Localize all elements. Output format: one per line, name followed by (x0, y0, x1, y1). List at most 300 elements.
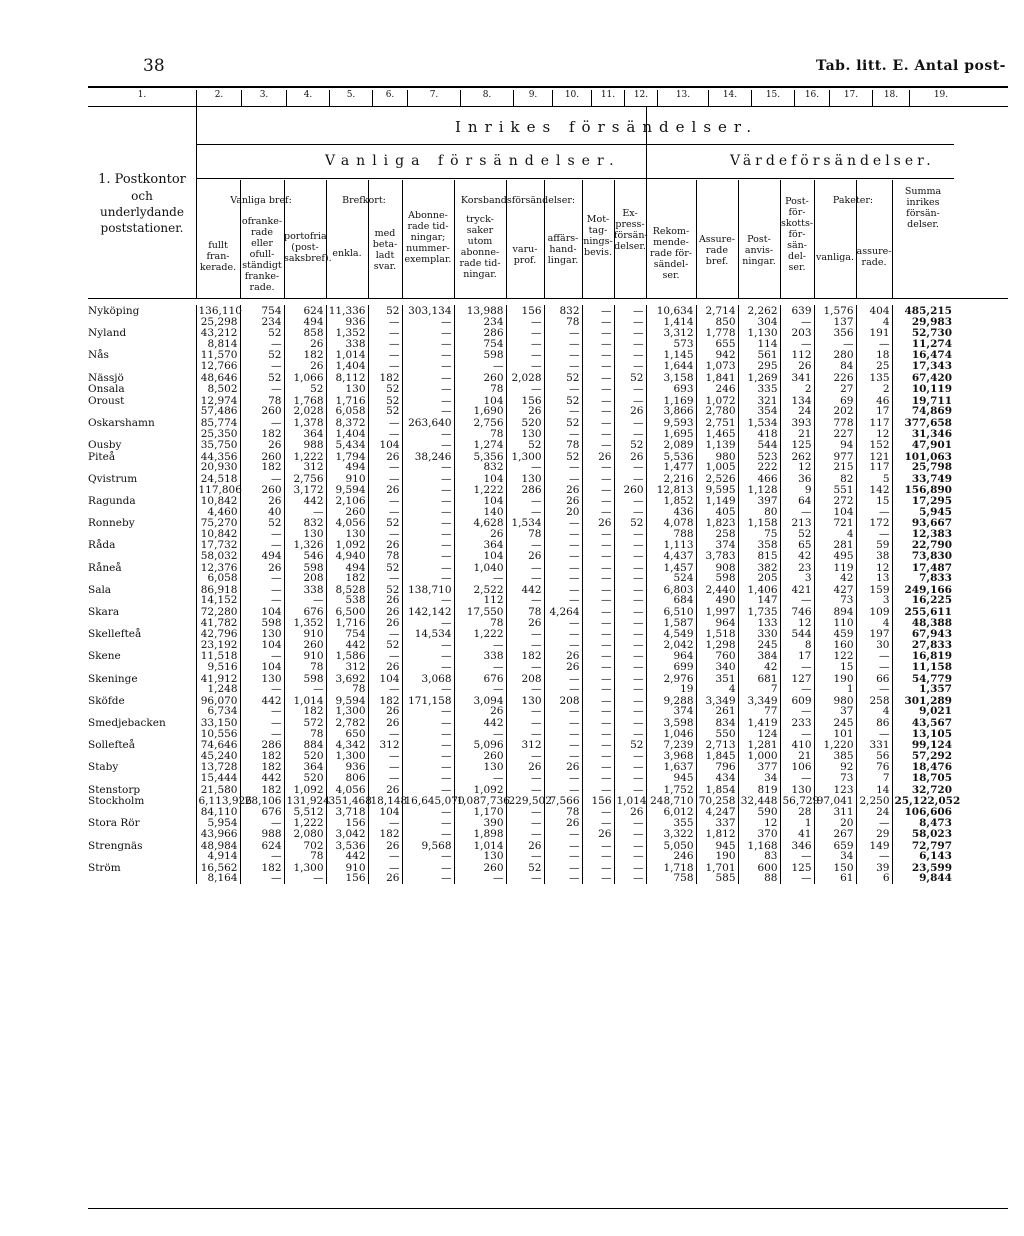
table-cell: 272 (814, 495, 856, 507)
table-cell: — (506, 595, 544, 606)
table-cell: — (454, 773, 506, 784)
table-cell: 434 (696, 773, 738, 784)
table-cell: — (614, 751, 646, 762)
row-name (88, 706, 196, 717)
table-cell: 980 (696, 451, 738, 463)
table-cell: 26 (780, 361, 814, 372)
column-number: 7. (408, 90, 461, 106)
column-number: 1. (88, 90, 197, 106)
table-cell: 182 (284, 349, 326, 361)
table-cell: 260 (454, 862, 506, 874)
row-name: Stenstorp (88, 784, 196, 796)
table-cell: 1,300 (284, 862, 326, 874)
table-cell: — (544, 784, 582, 796)
table-cell: 778 (814, 417, 856, 429)
table-cell: — (582, 372, 614, 384)
table-cell: — (544, 529, 582, 540)
table-cell: — (614, 349, 646, 361)
table-cell: — (402, 751, 454, 762)
table-cell: 2,216 (646, 473, 696, 485)
table-cell: 14,534 (402, 628, 454, 640)
table-cell: 832 (454, 462, 506, 473)
table-cell: 988 (284, 439, 326, 451)
row-name (88, 773, 196, 784)
table-cell: 524 (646, 573, 696, 584)
table-cell: 23,599 (911, 861, 952, 874)
table-cell: 52 (368, 383, 402, 395)
header-enkla: enkla. (332, 248, 362, 259)
table-cell: 7 (738, 684, 780, 695)
table-cell: 52 (614, 517, 646, 529)
table-cell: 598 (696, 573, 738, 584)
table-cell: 600 (738, 862, 780, 874)
table-cell: 1,046 (646, 729, 696, 740)
table-cell: 29 (856, 829, 892, 840)
header-rule (88, 298, 1008, 299)
table-cell: — (582, 349, 614, 361)
table-cell: 2,976 (646, 673, 696, 685)
table-cell: 182 (240, 429, 284, 440)
table-cell: 819 (738, 784, 780, 796)
table-cell: — (368, 684, 402, 695)
table-cell: — (582, 840, 614, 852)
table-cell: 20,930 (196, 462, 240, 473)
table-cell: 1,168 (738, 840, 780, 852)
table-cell: 7 (856, 773, 892, 784)
table-cell: 3,536 (326, 840, 368, 852)
table-cell: 97,041 (814, 795, 856, 807)
table-cell: 364 (284, 429, 326, 440)
table-cell: 130 (326, 529, 368, 540)
table-cell: 1,644 (646, 361, 696, 372)
table-cell: 37 (814, 706, 856, 717)
table-cell: 1,000 (738, 751, 780, 762)
table-cell: — (402, 684, 454, 695)
table-cell: 1,716 (326, 395, 368, 407)
table-cell: — (856, 529, 892, 540)
table-cell: — (506, 361, 544, 372)
table-cell: 122 (814, 650, 856, 662)
table-cell: — (780, 851, 814, 862)
table-cell: 112 (780, 349, 814, 361)
table-cell: — (506, 539, 544, 551)
table-cell: — (240, 417, 284, 429)
table-cell: — (614, 383, 646, 395)
table-cell: — (614, 684, 646, 695)
table-cell: — (614, 784, 646, 796)
table-cell: 117,806 (196, 485, 240, 496)
column-divider (284, 180, 285, 298)
table-cell: 117 (856, 462, 892, 473)
table-cell: 338 (454, 650, 506, 662)
table-cell: 26 (240, 495, 284, 507)
table-cell: 494 (240, 551, 284, 562)
header-rekommenderade: Rekom- mende- rade för- sändel- ser. (650, 226, 692, 281)
row-name: Råda (88, 539, 196, 551)
table-cell: — (544, 773, 582, 784)
table-cell: — (368, 862, 402, 874)
table-cell: — (582, 817, 614, 829)
table-cell: 208 (544, 695, 582, 707)
table-cell: — (544, 562, 582, 574)
table-cell: 19,711 (911, 394, 952, 407)
table-cell: 754 (454, 339, 506, 350)
table-cell: 910 (326, 862, 368, 874)
table-cell: 377,658 (904, 416, 952, 429)
table-cell: — (614, 395, 646, 407)
table-cell: 263,640 (402, 417, 454, 429)
table-cell: — (582, 717, 614, 729)
table-cell: 32,448 (738, 795, 780, 807)
table-cell: 351 (696, 673, 738, 685)
table-cell: 1,841 (696, 372, 738, 384)
table-row (88, 807, 954, 818)
table-cell: 1,092 (284, 784, 326, 796)
table-cell: 52 (544, 451, 582, 463)
table-cell: — (544, 349, 582, 361)
table-cell: 227 (814, 429, 856, 440)
table-cell: 2,080 (284, 829, 326, 840)
table-cell: 9,288 (646, 695, 696, 707)
table-cell: — (614, 640, 646, 651)
table-cell: — (402, 372, 454, 384)
table-cell: 2 (780, 383, 814, 395)
table-cell: — (582, 862, 614, 874)
table-cell: 8,502 (196, 383, 240, 395)
table-cell: 52 (506, 862, 544, 874)
table-cell: 404 (856, 305, 892, 317)
table-cell: — (368, 751, 402, 762)
section-varde: Värdeförsändelser. (730, 153, 935, 169)
table-cell: 936 (326, 317, 368, 328)
table-cell: — (544, 673, 582, 685)
table-cell: 442 (454, 717, 506, 729)
table-cell: — (582, 429, 614, 440)
table-cell: 1,005 (696, 462, 738, 473)
table-cell: 796 (696, 761, 738, 773)
table-cell: 1,139 (696, 439, 738, 451)
table-cell: 135 (856, 372, 892, 384)
table-cell: 2,028 (506, 372, 544, 384)
table-cell: — (614, 573, 646, 584)
table-cell: 1,378 (284, 417, 326, 429)
table-cell: — (368, 462, 402, 473)
table-cell: 13,728 (196, 761, 240, 773)
table-cell: 1,066 (284, 372, 326, 384)
table-cell: 4 (696, 684, 738, 695)
table-cell: 494 (326, 462, 368, 473)
table-row (88, 462, 954, 473)
table-cell: 5,050 (646, 840, 696, 852)
table-cell: — (506, 349, 544, 361)
table-cell: — (544, 862, 582, 874)
table-cell: 418 (738, 429, 780, 440)
header-vanliga-bref: Vanliga bref: (230, 195, 292, 206)
table-cell: — (402, 739, 454, 751)
table-cell: 26 (506, 761, 544, 773)
table-cell: 340 (696, 662, 738, 673)
table-cell: 104 (240, 640, 284, 651)
column-number: 9. (514, 90, 553, 106)
table-cell: 1,300 (326, 751, 368, 762)
table-cell: 1 (780, 817, 814, 829)
table-cell: 9,021 (919, 705, 952, 718)
column-number: 13. (658, 90, 709, 106)
table-cell: — (240, 717, 284, 729)
table-cell: 6,143 (919, 850, 952, 863)
table-cell: 72,797 (911, 839, 952, 852)
table-cell: 1,298 (696, 640, 738, 651)
column-number: 19. (933, 90, 949, 100)
table-cell: 260 (240, 451, 284, 463)
table-cell: 131,924 (284, 795, 326, 807)
column-divider (738, 180, 739, 298)
table-cell: — (506, 507, 544, 518)
table-cell: 114 (738, 339, 780, 350)
table-cell: 104 (368, 439, 402, 451)
table-cell: 52 (614, 372, 646, 384)
table-cell: — (614, 507, 646, 518)
column-number: 6. (373, 90, 408, 106)
table-cell: 52 (544, 417, 582, 429)
table-cell: 142 (856, 485, 892, 496)
table-row (88, 383, 954, 395)
table-cell: 26 (368, 606, 402, 618)
table-row (88, 751, 954, 762)
table-cell: 335 (738, 383, 780, 395)
table-cell: — (780, 873, 814, 884)
table-cell: 385 (814, 751, 856, 762)
row-name (88, 507, 196, 518)
table-cell: — (614, 829, 646, 840)
table-cell: 26 (506, 551, 544, 562)
table-cell: 48,388 (911, 616, 952, 629)
table-cell: 8 (780, 640, 814, 651)
table-cell: 96,070 (196, 695, 240, 707)
row-name: Nässjö (88, 372, 196, 384)
table-cell: 1,534 (506, 517, 544, 529)
table-cell: 26 (454, 706, 506, 717)
table-cell: — (544, 327, 582, 339)
table-cell: 485,215 (904, 305, 952, 317)
table-cell: — (582, 729, 614, 740)
table-cell: 1,158 (738, 517, 780, 529)
table-cell: 466 (738, 473, 780, 485)
table-cell: — (544, 462, 582, 473)
data-table (88, 305, 961, 885)
table-cell: — (582, 361, 614, 372)
table-cell: — (402, 327, 454, 339)
table-cell: — (614, 840, 646, 852)
table-cell: 112 (454, 595, 506, 606)
table-cell: 910 (284, 628, 326, 640)
table-cell: — (614, 473, 646, 485)
table-cell: 140 (454, 507, 506, 518)
table-cell: — (506, 662, 544, 673)
header-korsband: Korsbandsförsändelser: (460, 195, 576, 206)
table-cell: 538 (326, 595, 368, 606)
table-cell: 26 (368, 618, 402, 629)
table-cell: — (240, 473, 284, 485)
table-cell: 85,774 (196, 417, 240, 429)
table-cell: — (780, 773, 814, 784)
table-cell: 130 (780, 784, 814, 796)
column-number: 11. (592, 90, 625, 106)
table-cell: 133 (738, 618, 780, 629)
table-cell: 6,012 (646, 807, 696, 818)
table-cell: 123 (814, 784, 856, 796)
table-cell: 11,518 (196, 650, 240, 662)
row-name (88, 485, 196, 496)
table-cell: 834 (696, 717, 738, 729)
table-cell: 2,756 (284, 473, 326, 485)
table-cell: 26 (506, 840, 544, 852)
table-cell: 1,518 (696, 628, 738, 640)
table-cell: — (402, 650, 454, 662)
table-cell: 650 (326, 729, 368, 740)
table-cell: 988 (240, 829, 284, 840)
header-ofrankerade: ofranke- rade eller ofull- ständigt franke- rade. (241, 216, 283, 293)
table-cell: 1 (814, 684, 856, 695)
table-cell: — (544, 829, 582, 840)
table-cell: 23 (780, 562, 814, 574)
table-cell: 573 (646, 339, 696, 350)
table-cell: — (582, 761, 614, 773)
column-divider (240, 180, 241, 298)
table-cell: 119 (814, 562, 856, 574)
table-cell: 182 (284, 706, 326, 717)
table-cell: 1,465 (696, 429, 738, 440)
table-cell: 6 (856, 873, 892, 884)
table-cell: 1,778 (696, 327, 738, 339)
table-cell: 42,796 (196, 628, 240, 640)
table-cell: — (614, 339, 646, 350)
table-cell: 1,128 (738, 485, 780, 496)
table-cell: — (614, 361, 646, 372)
table-cell: 104 (454, 551, 506, 562)
table-cell: 26 (240, 562, 284, 574)
row-name: Sköfde (88, 695, 196, 707)
table-cell: — (506, 817, 544, 829)
table-cell: 52 (368, 395, 402, 407)
table-cell: — (582, 628, 614, 640)
table-cell: 26 (284, 339, 326, 350)
table-cell: 12 (856, 562, 892, 574)
table-cell: 3,094 (454, 695, 506, 707)
table-cell: 8,473 (919, 817, 952, 830)
table-cell: 208 (284, 573, 326, 584)
table-cell: 4,247 (696, 807, 738, 818)
table-cell: — (582, 507, 614, 518)
column-divider (856, 180, 857, 298)
table-cell: — (582, 584, 614, 596)
table-cell: — (368, 650, 402, 662)
table-cell: 754 (240, 305, 284, 317)
table-cell: 12,766 (196, 361, 240, 372)
table-cell: 1,170 (454, 807, 506, 818)
table-cell: 33,749 (911, 472, 952, 485)
table-cell: 494 (284, 317, 326, 328)
table-cell: 20 (814, 817, 856, 829)
table-cell: — (582, 851, 614, 862)
table-cell: 551 (814, 485, 856, 496)
table-cell: 884 (284, 739, 326, 751)
table-cell: — (402, 517, 454, 529)
table-cell: — (614, 706, 646, 717)
table-cell: — (506, 628, 544, 640)
table-cell: 754 (326, 628, 368, 640)
table-cell: 384 (738, 650, 780, 662)
table-cell: 1,149 (696, 495, 738, 507)
table-cell: 1,768 (284, 395, 326, 407)
table-cell: — (614, 761, 646, 773)
table-cell: 156 (506, 395, 544, 407)
table-cell: 331 (856, 739, 892, 751)
table-cell: 655 (696, 339, 738, 350)
table-cell: — (402, 562, 454, 574)
table-cell: 19 (646, 684, 696, 695)
table-cell: 78 (368, 551, 402, 562)
table-cell: 86,918 (196, 584, 240, 596)
table-cell: 52 (368, 406, 402, 417)
table-cell: 442 (240, 773, 284, 784)
table-cell: 205 (738, 573, 780, 584)
table-cell: 72,280 (196, 606, 240, 618)
table-cell: — (402, 462, 454, 473)
table-cell: 758 (646, 873, 696, 884)
table-cell: 41 (780, 829, 814, 840)
header-affarshandlingar: affärs- hand- lingar. (547, 233, 579, 266)
column-number: 10. (553, 90, 592, 106)
table-cell: 598 (240, 618, 284, 629)
table-cell: 150 (814, 862, 856, 874)
row-name: Ström (88, 862, 196, 874)
table-cell: — (544, 339, 582, 350)
table-cell: 182 (326, 573, 368, 584)
table-cell: — (582, 684, 614, 695)
table-cell: 351,468 (326, 795, 368, 807)
row-name: Smedjebacken (88, 717, 196, 729)
table-cell: 156,890 (904, 483, 952, 496)
table-cell: 746 (780, 606, 814, 618)
table-cell: 54,779 (911, 672, 952, 685)
table-cell: 130 (240, 628, 284, 640)
table-cell: — (614, 695, 646, 707)
table-cell: 130 (454, 851, 506, 862)
table-cell: 699 (646, 662, 696, 673)
table-cell: — (240, 529, 284, 540)
column-divider (196, 106, 197, 298)
table-row (88, 606, 954, 618)
table-cell: 12,376 (196, 562, 240, 574)
table-cell: — (614, 873, 646, 884)
table-cell: — (402, 829, 454, 840)
table-cell: 190 (814, 673, 856, 685)
table-cell: 301,289 (904, 694, 952, 707)
colnum-rule (88, 106, 1008, 107)
table-cell: 24 (780, 406, 814, 417)
table-cell: 245 (738, 640, 780, 651)
table-cell: — (544, 717, 582, 729)
table-cell: 23,192 (196, 640, 240, 651)
table-cell: 5,434 (326, 439, 368, 451)
table-cell: 1,414 (646, 317, 696, 328)
table-cell: 36 (780, 473, 814, 485)
table-cell: 24,518 (196, 473, 240, 485)
row-name: Strengnäs (88, 840, 196, 852)
table-cell: 337 (696, 817, 738, 829)
table-cell: — (614, 462, 646, 473)
